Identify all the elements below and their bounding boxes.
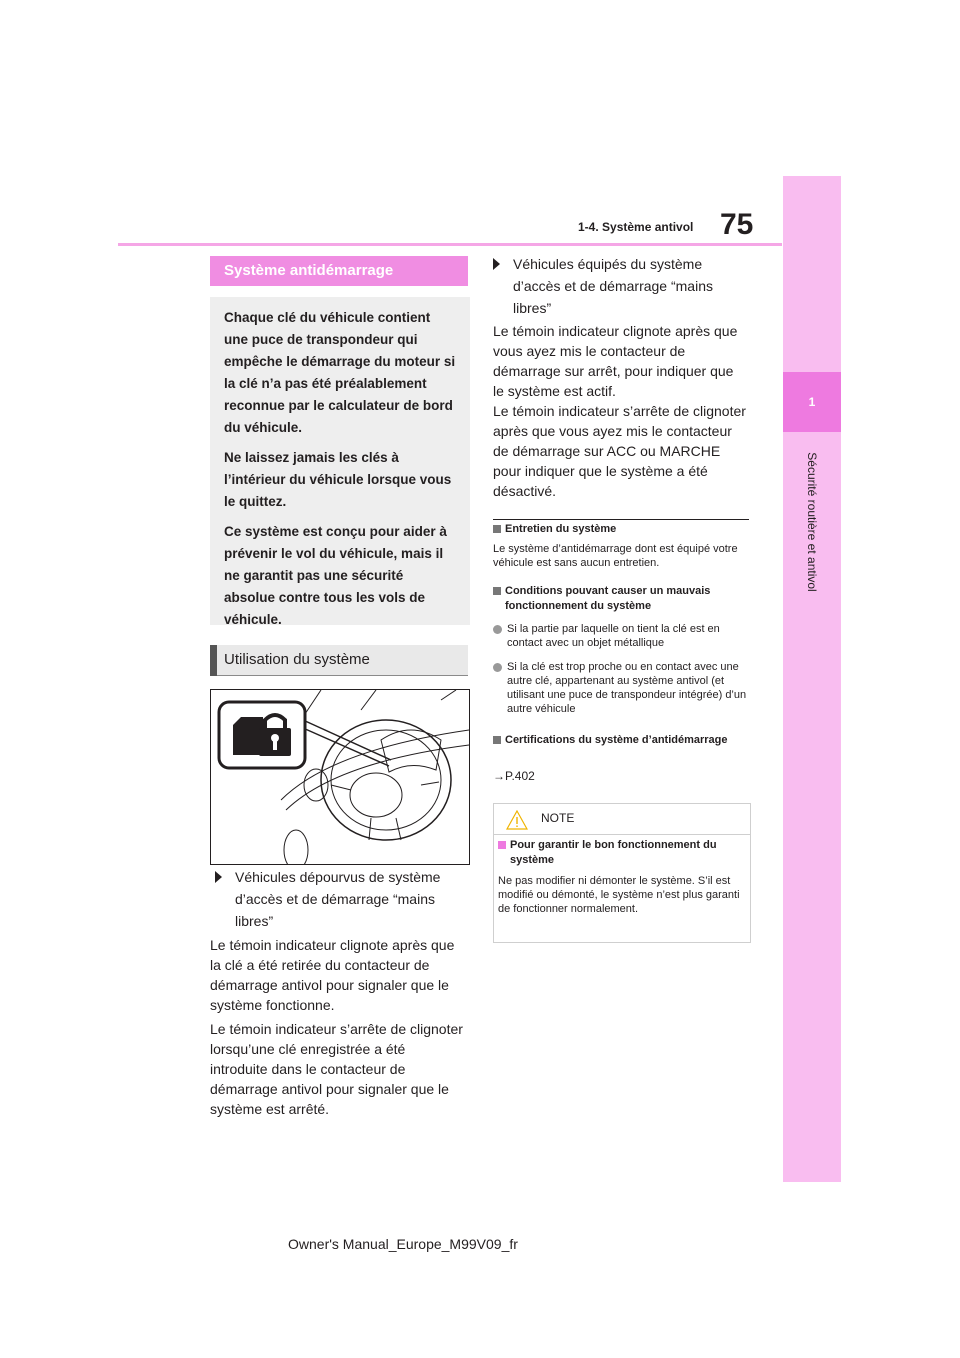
square-bullet-icon <box>493 736 501 744</box>
intro-paragraph: Ce système est conçu pour aider à prévenir le vol du véhicule, mais il ne garantit pas une sécurité absolue contre tous les vols de véhicule. <box>224 524 447 627</box>
warning-triangle-icon <box>506 810 528 830</box>
paragraph: Le témoin indicateur clignote après que la clé a été retirée du contacteur de démarrage antivol pour signaler que le système fonctionne. <box>210 937 455 1013</box>
heading-bar <box>210 645 217 676</box>
heading-immobilizer <box>210 256 468 286</box>
heading-system-use <box>210 645 468 676</box>
notice-text: Ne pas modifier ni démonter le système. S’il est modifié ou démonté, le système n’est plus garanti de fonctionner normalement. <box>498 875 740 915</box>
heading-immobilizer-text: Système antidémarrage <box>224 262 394 279</box>
page-reference-link[interactable]: →P.402 <box>493 769 535 783</box>
dashboard-illustration <box>210 689 470 865</box>
intro-paragraph: Chaque clé du véhicule contient une puce de transpondeur qui empêche le démarrage du moteur si la clé n’a pas été préalablement reconnue par le calculateur de bord du véhicule. <box>224 310 456 435</box>
security-indicator-icon <box>219 702 305 768</box>
triangle-bullet-icon <box>215 871 222 883</box>
chapter-label: Sécurité routière et antivol <box>805 452 819 592</box>
footer-text: Owner's Manual_Europe_M99V09_fr <box>288 1236 518 1252</box>
square-bullet-icon <box>498 841 506 849</box>
round-bullet-icon <box>493 663 502 672</box>
chapter-side-tab <box>783 176 841 1182</box>
triangle-bullet-icon <box>493 258 500 270</box>
notice-label: NOTE <box>541 811 575 825</box>
square-bullet-icon <box>493 525 501 533</box>
square-bullet-icon <box>493 587 501 595</box>
paragraph: Le témoin indicateur clignote après que vous ayez mis le contacteur de démarrage sur arrêt, pour indiquer que le système est actif. <box>493 323 738 399</box>
chapter-number: 1 <box>808 395 816 409</box>
steering-wheel-drawing <box>211 690 469 864</box>
section-title: 1-4. Système antivol <box>578 220 694 234</box>
section-rule <box>493 519 749 520</box>
header-rule <box>118 243 782 246</box>
page-number: 75 <box>720 208 754 241</box>
round-bullet-icon <box>493 625 502 634</box>
note-text: Le système d’antidémarrage dont est équipé votre véhicule est sans aucun entretien. <box>493 543 738 569</box>
notice-header <box>494 804 750 835</box>
paragraph: Le témoin indicateur s’arrête de clignoter après que vous ayez mis le contacteur de démarrage sur ACC ou MARCHE pour indiquer que le système a été désactivé. <box>493 403 746 499</box>
intro-paragraph: Ne laissez jamais les clés à l’intérieur du véhicule lorsque vous le quittez. <box>224 450 452 509</box>
paragraph: Le témoin indicateur s’arrête de clignoter lorsqu’une clé enregistrée a été introduite dans le contacteur de démarrage antivol pour signaler que le système est arrêté. <box>210 1021 463 1117</box>
heading-system-use-text: Utilisation du système <box>224 651 370 668</box>
notice-box: NOTE Pour garantir le bon fonctionnement du système Ne pas modifier ni démonter le système. S’il est modifié ou démonté, le système n’est plus garanti de fonctionner normalement. <box>493 803 751 943</box>
intro-box <box>210 297 470 625</box>
